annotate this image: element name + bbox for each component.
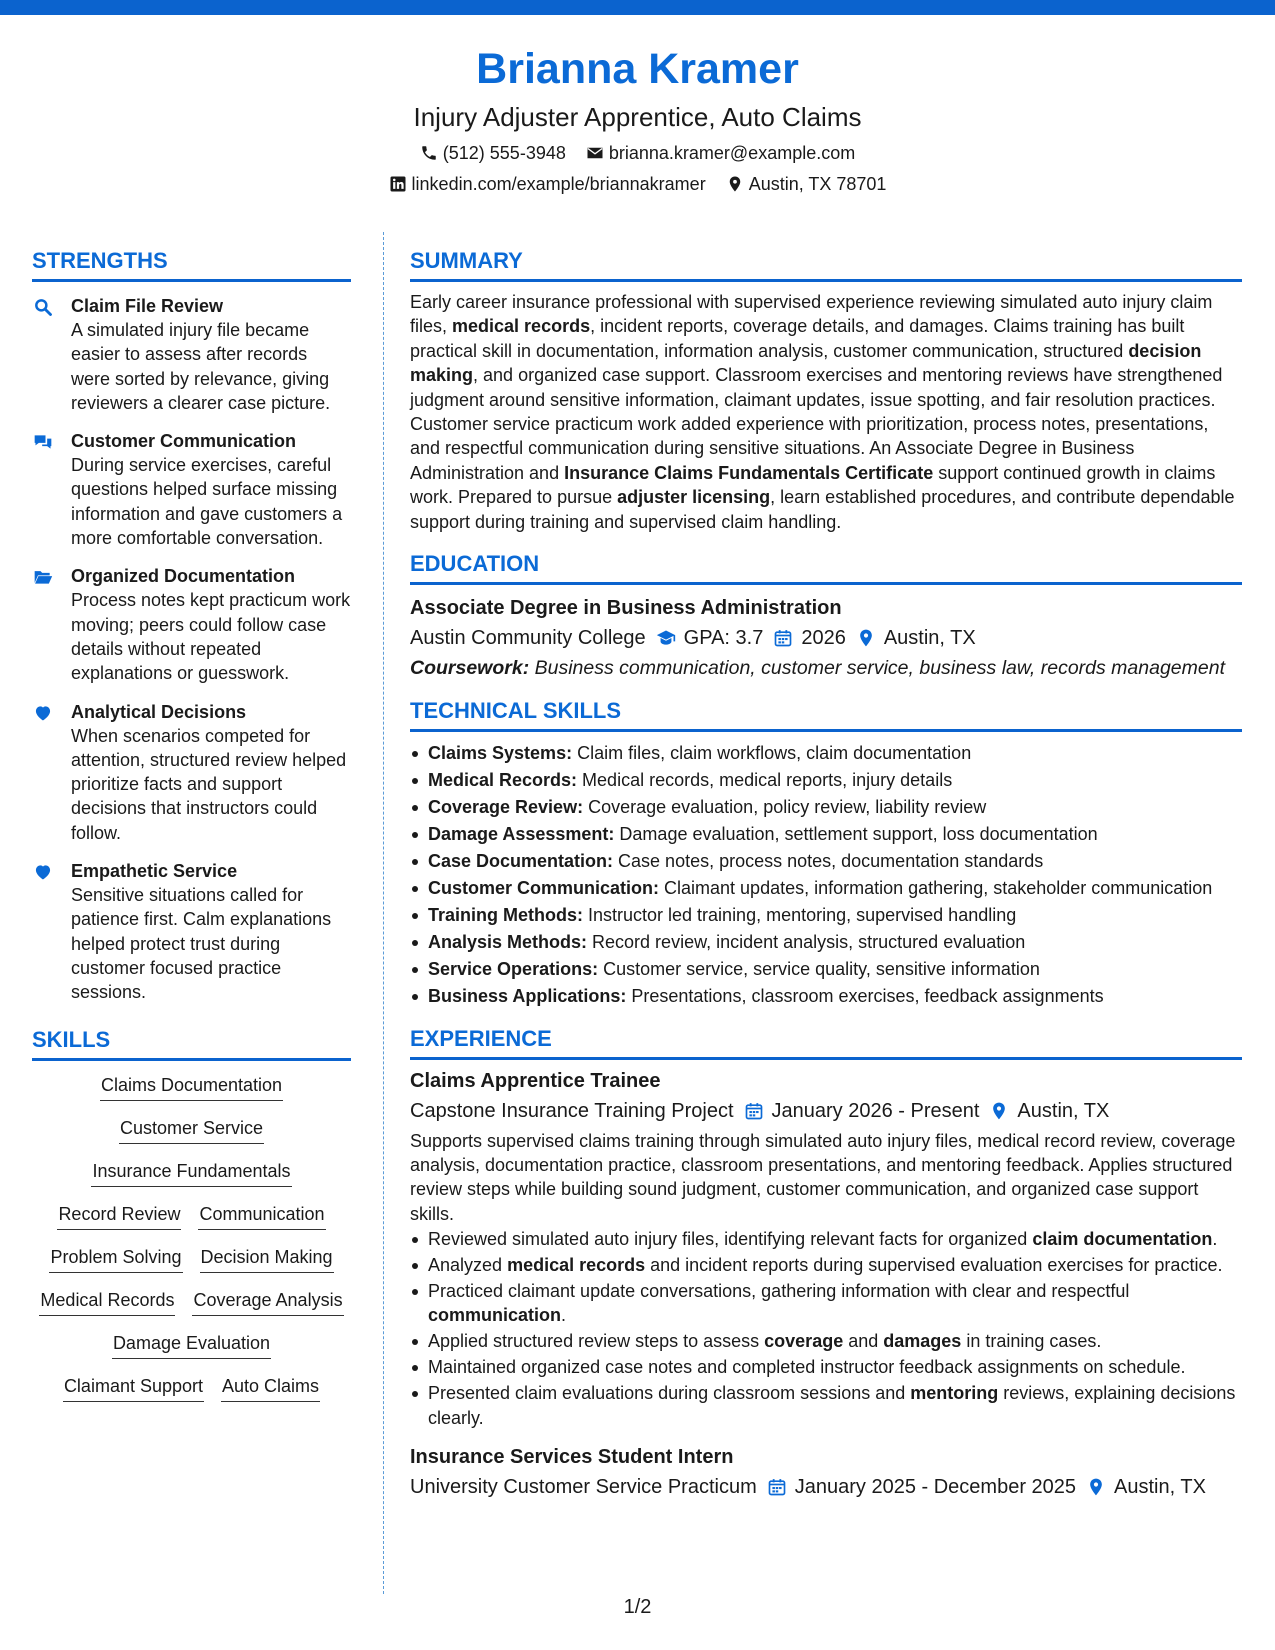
skill-chip: Claimant Support bbox=[63, 1374, 204, 1402]
skill-chip: Problem Solving bbox=[49, 1245, 182, 1273]
tech-skill-text: Customer service, service quality, sensitive information bbox=[598, 958, 1040, 979]
education-meta bbox=[410, 624, 1242, 652]
skill-chip: Insurance Fundamentals bbox=[91, 1159, 291, 1187]
degree-title: Associate Degree in Business Administration bbox=[410, 597, 842, 620]
bullet-text: Applied structured review steps to assess bbox=[428, 1331, 765, 1352]
strength-item bbox=[32, 429, 351, 550]
tech-skill-label: Service Operations: bbox=[428, 958, 599, 979]
strength-title: Analytical Decisions bbox=[71, 701, 247, 722]
email-text[interactable]: brianna.kramer@example.com bbox=[608, 143, 856, 163]
job-title: Claims Apprentice Trainee bbox=[410, 1069, 661, 1092]
job-entry bbox=[410, 1068, 1242, 1430]
summary-part: Early career insurance professional with supervised experience reviewing simulated auto injury claim files, bbox=[410, 292, 1213, 337]
skills-heading: SKILLS bbox=[32, 1025, 351, 1061]
column-divider bbox=[383, 232, 384, 1594]
skills-chips bbox=[32, 1073, 351, 1402]
strength-item bbox=[32, 700, 351, 845]
tech-skill-item bbox=[410, 875, 1242, 902]
bullet-text: . bbox=[1212, 1229, 1218, 1250]
bullet-text: Presented claim evaluations during classroom sessions and bbox=[428, 1383, 911, 1404]
heart-icon bbox=[33, 862, 53, 882]
tech-skill-text: Record review, incident analysis, structured evaluation bbox=[587, 931, 1026, 952]
skill-chip: Medical Records bbox=[39, 1288, 175, 1316]
skill-chip: Auto Claims bbox=[221, 1374, 320, 1402]
education-heading: EDUCATION bbox=[410, 549, 1242, 585]
left-column bbox=[32, 246, 351, 1402]
summary-part: support continued growth in claims work. Prepared to pursue bbox=[410, 462, 1216, 508]
job-bullet bbox=[410, 1355, 1242, 1379]
summary-part: , incident reports, coverage details, and damages. Claims training has built practical skill in documentation, information analysis, customer communication, structured bbox=[410, 316, 1185, 361]
summary-bold: Insurance Claims Fundamentals Certificate bbox=[564, 462, 934, 483]
bullet-text: . bbox=[561, 1305, 567, 1326]
contact-row-1 bbox=[0, 141, 1275, 165]
job-bullet bbox=[410, 1227, 1242, 1251]
skill-chip: Customer Service bbox=[119, 1116, 264, 1144]
coursework-text: Business communication, customer service, business law, records management bbox=[529, 657, 1226, 680]
strength-description: Sensitive situations called for patience first. Calm explanations helped protect trust during customer focused practice sessions. bbox=[71, 885, 332, 1003]
tech-skill-text: Presentations, classroom exercises, feedback assignments bbox=[626, 985, 1104, 1006]
tech-skill-label: Medical Records: bbox=[428, 769, 578, 790]
resume-header bbox=[0, 40, 1275, 196]
folder-open-icon bbox=[33, 567, 53, 587]
job-entry bbox=[410, 1444, 1242, 1501]
tech-skill-text: Instructor led training, mentoring, supervised handling bbox=[583, 904, 1017, 925]
linkedin-text[interactable]: linkedin.com/example/briannakramer bbox=[411, 174, 706, 194]
bullet-bold: medical records bbox=[507, 1255, 646, 1276]
bullet-text: reviews, explaining decisions clearly. bbox=[428, 1383, 1236, 1428]
location-contact bbox=[726, 172, 887, 196]
bullet-text: Analyzed bbox=[428, 1255, 508, 1276]
job-title: Insurance Services Student Intern bbox=[410, 1445, 734, 1468]
bullet-bold: claim documentation bbox=[1032, 1229, 1213, 1250]
envelope-icon bbox=[586, 144, 604, 162]
school-name: Austin Community College bbox=[410, 627, 646, 650]
tech-skill-item bbox=[410, 794, 1242, 821]
skill-chip: Record Review bbox=[57, 1202, 181, 1230]
tech-skill-text: Damage evaluation, settlement support, loss documentation bbox=[614, 823, 1098, 844]
job-bullet bbox=[410, 1279, 1242, 1328]
summary-bold: decision making bbox=[410, 340, 1202, 386]
bullet-text: and incident reports during supervised evaluation exercises for practice. bbox=[645, 1255, 1223, 1276]
technical-skills-heading: TECHNICAL SKILLS bbox=[410, 696, 1242, 732]
bullet-text: Practiced claimant update conversations, gathering information with clear and respectful bbox=[428, 1281, 1130, 1301]
tech-skill-item bbox=[410, 983, 1242, 1010]
strength-item bbox=[32, 294, 351, 415]
strength-item bbox=[32, 859, 351, 1004]
map-marker-icon bbox=[856, 628, 876, 648]
bullet-text: and bbox=[843, 1331, 884, 1352]
coursework bbox=[410, 656, 1242, 681]
contact-row-2 bbox=[0, 172, 1275, 196]
email-contact[interactable] bbox=[586, 141, 855, 165]
tech-skill-text: Medical records, medical reports, injury details bbox=[577, 769, 953, 790]
coursework-label: Coursework: bbox=[410, 657, 530, 680]
job-dates: January 2025 - December 2025 bbox=[794, 1475, 1077, 1498]
tech-skill-label: Analysis Methods: bbox=[428, 931, 588, 952]
job-organization: Capstone Insurance Training Project bbox=[410, 1099, 734, 1122]
heart-icon bbox=[33, 703, 53, 723]
tech-skill-text: Coverage evaluation, policy review, liability review bbox=[583, 796, 987, 817]
candidate-title: Injury Adjuster Apprentice, Auto Claims bbox=[413, 102, 862, 132]
tech-skill-item bbox=[410, 740, 1242, 767]
summary-bold: medical records bbox=[452, 316, 591, 337]
tech-skill-item bbox=[410, 767, 1242, 794]
skill-chip: Decision Making bbox=[200, 1245, 334, 1273]
summary-text bbox=[410, 290, 1242, 534]
job-bullet bbox=[410, 1381, 1242, 1430]
bullet-text: in training cases. bbox=[961, 1331, 1102, 1352]
skill-chip: Damage Evaluation bbox=[112, 1331, 271, 1359]
linkedin-contact[interactable] bbox=[389, 172, 706, 196]
job-bullets bbox=[410, 1227, 1242, 1430]
tech-skill-label: Training Methods: bbox=[428, 904, 583, 925]
tech-skill-text: Case notes, process notes, documentation standards bbox=[613, 850, 1044, 871]
map-marker-icon bbox=[1086, 1477, 1106, 1497]
strength-description: When scenarios competed for attention, structured review helped prioritize facts and support decisions that instructors could follow. bbox=[71, 725, 347, 843]
education-location-text: Austin, TX bbox=[883, 627, 976, 650]
job-meta bbox=[410, 1097, 1242, 1125]
job-meta bbox=[410, 1473, 1242, 1501]
experience-section bbox=[410, 1024, 1242, 1501]
gpa-item bbox=[656, 624, 764, 652]
bullet-bold: mentoring bbox=[910, 1383, 999, 1404]
job-bullet bbox=[410, 1329, 1242, 1353]
tech-skill-label: Coverage Review: bbox=[428, 796, 584, 817]
calendar-icon bbox=[744, 1101, 764, 1121]
strength-title: Empathetic Service bbox=[71, 861, 238, 882]
tech-skill-item bbox=[410, 848, 1242, 875]
tech-skill-item bbox=[410, 902, 1242, 929]
strength-description: During service exercises, careful questions helped surface missing information and gave customers a more comfortable conversation. bbox=[71, 455, 343, 549]
tech-skill-label: Damage Assessment: bbox=[428, 823, 615, 844]
summary-heading: SUMMARY bbox=[410, 246, 1242, 282]
education-section bbox=[410, 549, 1242, 681]
skills-section bbox=[32, 1025, 351, 1402]
job-location-item bbox=[989, 1097, 1109, 1125]
technical-skills-section bbox=[410, 696, 1242, 1010]
strength-item bbox=[32, 564, 351, 685]
job-description: Supports supervised claims training through simulated auto injury files, medical record review, coverage analysis, documentation practice, classroom presentations, and mentoring feedback. Applies structured review steps while building sound judgment, customer communication, and organized case support skills. bbox=[410, 1130, 1236, 1224]
job-dates-item bbox=[744, 1097, 980, 1125]
map-marker-icon bbox=[989, 1101, 1009, 1121]
strength-title: Organized Documentation bbox=[71, 566, 296, 587]
phone-icon bbox=[420, 144, 438, 162]
strengths-heading: STRENGTHS bbox=[32, 246, 351, 282]
bullet-text: Maintained organized case notes and completed instructor feedback assignments on schedule. bbox=[428, 1357, 1186, 1378]
bullet-bold: damages bbox=[883, 1331, 962, 1352]
calendar-icon bbox=[767, 1477, 787, 1497]
tech-skill-label: Business Applications: bbox=[428, 985, 627, 1006]
summary-part: , learn established procedures, and contribute dependable support during training and supervised claim handling. bbox=[410, 487, 1235, 532]
summary-bold: adjuster licensing bbox=[617, 487, 771, 508]
tech-skill-label: Case Documentation: bbox=[428, 850, 614, 871]
strength-description: Process notes kept practicum work moving; peers could follow case details without repeated explanations or guesswork. bbox=[71, 590, 351, 684]
strength-description: A simulated injury file became easier to assess after records were sorted by relevance, giving reviewers a clearer case picture. bbox=[71, 320, 331, 413]
technical-skills-list bbox=[410, 740, 1242, 1010]
summary-part: , and organized case support. Classroom exercises and mentoring reviews have strengthened judgment around sensitive information, claimant updates, issue spotting, and fair resolution practices. Customer service practicum work added experience with prioritization, process notes, presentations, and respectful communication during sensitive situations. An Associate Degree in Business Administration and bbox=[410, 365, 1223, 483]
strengths-section bbox=[32, 246, 351, 1005]
right-column bbox=[410, 246, 1242, 1501]
page-number: 1/2 bbox=[623, 1596, 652, 1618]
calendar-icon bbox=[773, 628, 793, 648]
strengths-list bbox=[32, 294, 351, 1005]
tech-skill-text: Claimant updates, information gathering, stakeholder communication bbox=[659, 877, 1213, 898]
bullet-bold: coverage bbox=[764, 1331, 844, 1352]
skill-chip: Coverage Analysis bbox=[192, 1288, 343, 1316]
experience-heading: EXPERIENCE bbox=[410, 1024, 1242, 1060]
education-location-item bbox=[856, 624, 976, 652]
job-location-item bbox=[1086, 1473, 1206, 1501]
graduation-cap-icon bbox=[656, 628, 676, 648]
year-text: 2026 bbox=[801, 627, 846, 650]
job-bullet bbox=[410, 1253, 1242, 1277]
map-marker-icon bbox=[726, 175, 744, 193]
strength-title: Customer Communication bbox=[71, 431, 297, 452]
location-text: Austin, TX 78701 bbox=[748, 174, 887, 194]
search-icon bbox=[33, 297, 53, 317]
tech-skill-text: Claim files, claim workflows, claim documentation bbox=[572, 742, 972, 763]
tech-skill-label: Claims Systems: bbox=[428, 742, 573, 763]
tech-skill-item bbox=[410, 929, 1242, 956]
skill-chip: Communication bbox=[198, 1202, 325, 1230]
bullet-bold: communication bbox=[428, 1305, 562, 1326]
linkedin-icon bbox=[389, 175, 407, 193]
summary-section bbox=[410, 246, 1242, 534]
tech-skill-label: Customer Communication: bbox=[428, 877, 660, 898]
top-accent-bar bbox=[0, 0, 1275, 15]
job-dates-item bbox=[767, 1473, 1076, 1501]
job-dates: January 2026 - Present bbox=[771, 1099, 980, 1122]
job-location: Austin, TX bbox=[1114, 1475, 1206, 1498]
candidate-name: Brianna Kramer bbox=[476, 45, 799, 93]
skill-chip: Claims Documentation bbox=[100, 1073, 283, 1101]
phone-contact bbox=[420, 141, 566, 165]
tech-skill-item bbox=[410, 956, 1242, 983]
comments-icon bbox=[33, 432, 53, 452]
phone-text: (512) 555-3948 bbox=[442, 143, 566, 163]
job-organization: University Customer Service Practicum bbox=[410, 1475, 757, 1498]
gpa-text: GPA: 3.7 bbox=[683, 627, 764, 650]
strength-title: Claim File Review bbox=[71, 296, 224, 316]
year-item bbox=[773, 624, 846, 652]
job-location: Austin, TX bbox=[1017, 1099, 1110, 1122]
tech-skill-item bbox=[410, 821, 1242, 848]
bullet-text: Reviewed simulated auto injury files, identifying relevant facts for organized bbox=[428, 1229, 1033, 1250]
